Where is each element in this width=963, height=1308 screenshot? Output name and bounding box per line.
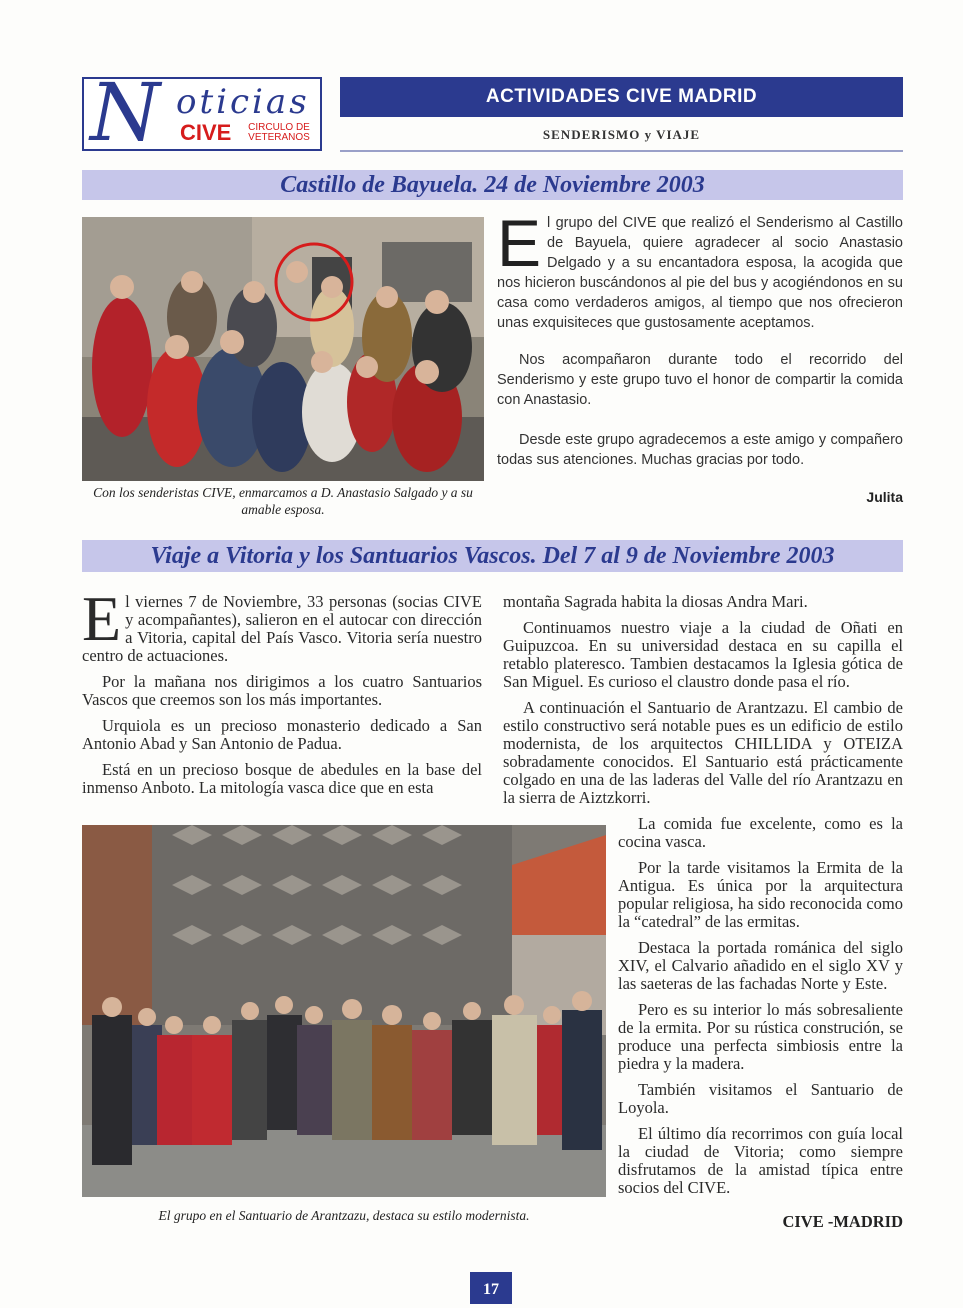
photo-arantzazu-group bbox=[82, 825, 606, 1197]
vitoria-column-1 bbox=[82, 583, 482, 805]
vitoria-paragraph-9: Por la tarde visitamos la Ermita de la Antigua. Es única por la arquitectura popular religiosa, ha sido reconocida como la “catedral” de las ermitas. bbox=[618, 858, 903, 931]
vitoria-paragraph-1: El viernes 7 de Noviembre, 33 personas (socias CIVE y acompañantes), salieron en el autocar con dirección a Vitoria, capital del País Vasco. Vitoria sería nuestro centro de actuaciones. bbox=[82, 583, 482, 665]
signature-julita: Julita bbox=[866, 489, 903, 505]
bayuela-paragraph-3: Desde este grupo agradecemos a este amigo y compañero todas sus atenciones. Muchas gracias por todo. bbox=[497, 432, 903, 468]
logo-word: oticias bbox=[176, 82, 310, 122]
header-subtitle: SENDERISMO y VIAJE bbox=[340, 122, 903, 152]
vitoria-paragraph-7: A continuación el Santuario de Arantzazu. El cambio de estilo constructivo será notable pues es un edificio de estilo modernista, de los arquitectos CHILLIDA y OTEIZA sobradamente conocidos. El Santuario está prácticamente colgado en una de las laderas del Valle del río Arantzazu en la sierra de Aiztzkorri. bbox=[503, 698, 903, 807]
vitoria-paragraph-4: Está en un precioso bosque de abedules en la base del inmenso Anboto. La mitología vasca dice que en esta bbox=[82, 760, 482, 797]
vitoria-paragraph-13: El último día recorrimos con guía local la ciudad de Vitoria; como siempre disfrutamos de la amistad típica entre socios del CIVE. bbox=[618, 1124, 903, 1197]
cive-logo bbox=[82, 77, 322, 151]
vitoria-paragraph-3: Urquiola es un precioso monasterio dedicado a San Antonio Abad y San Antonio de Padua. bbox=[82, 716, 482, 753]
vitoria-paragraph-12: También visitamos el Santuario de Loyola. bbox=[618, 1080, 903, 1117]
vitoria-paragraph-11: Pero es su interior lo más sobresaliente de la ermita. Por su rústica construción, se produce una perfecta simbiosis entre la piedra y la madera. bbox=[618, 1000, 903, 1073]
signature-cive-madrid: CIVE -MADRID bbox=[782, 1212, 903, 1231]
vitoria-paragraph-8: La comida fue excelente, como es la cocina vasca. bbox=[618, 814, 903, 851]
vitoria-column-3 bbox=[618, 815, 903, 1205]
logo-cive: CIVE bbox=[180, 120, 232, 145]
bayuela-paragraph-2: Nos acompañaron durante todo el recorrido del Senderismo y este grupo tuvo el honor de compartir la comida con Anastasio. bbox=[497, 352, 903, 408]
section-title-vitoria: Viaje a Vitoria y los Santuarios Vascos. Del 7 al 9 de Noviembre 2003 bbox=[82, 540, 903, 572]
caption-hiking-photo: Con los senderistas CIVE, enmarcamos a D. Anastasio Salgado y a su amable esposa. bbox=[93, 485, 473, 517]
logo-letter: N bbox=[90, 77, 160, 151]
vitoria-paragraph-6: Continuamos nuestro viaje a la ciudad de Oñati en Guipuzcoa. En su universidad destaca en su capilla el retablo plateresco. Tambien destacamos la Iglesia gótica de San Miguel. Es curioso el claustro donde pasa el río. bbox=[503, 618, 903, 691]
drop-cap: E bbox=[82, 583, 122, 654]
page-number: 17 bbox=[470, 1272, 512, 1304]
caption-arantzazu-photo: El grupo en el Santuario de Arantzazu, destaca su estilo modernista. bbox=[158, 1208, 530, 1223]
section-title-bayuela: Castillo de Bayuela. 24 de Noviembre 2003 bbox=[82, 170, 903, 200]
vitoria-column-2 bbox=[503, 593, 903, 815]
header-banner: ACTIVIDADES CIVE MADRID bbox=[340, 77, 903, 117]
logo-circulo-veteranos: CIRCULO DE VETERANOS bbox=[248, 122, 310, 143]
vitoria-paragraph-2: Por la mañana nos dirigimos a los cuatro Santuarios Vascos que creemos son los más importantes. bbox=[82, 672, 482, 709]
vitoria-paragraph-10: Destaca la portada románica del siglo XIV, el Calvario añadido en el siglo XV y las saeteras de las fachadas Norte y Este. bbox=[618, 938, 903, 993]
drop-cap: E bbox=[497, 206, 542, 280]
photo-hiking-group bbox=[82, 217, 484, 481]
bayuela-paragraph-1: El grupo del CIVE que realizó el Senderismo al Castillo de Bayuela, quiere agradecer al socio Anastasio Delgado y a su encantadora esposa, la acogida que nos hicieron buscándonos al pie del bus y acogiéndonos en su casa como verdaderos amigos, al tiempo que nos ofrecieron unas exquisiteces que gustosamente aceptamos. bbox=[497, 206, 903, 331]
vitoria-paragraph-5: montaña Sagrada habita la diosas Andra Mari. bbox=[503, 592, 808, 611]
